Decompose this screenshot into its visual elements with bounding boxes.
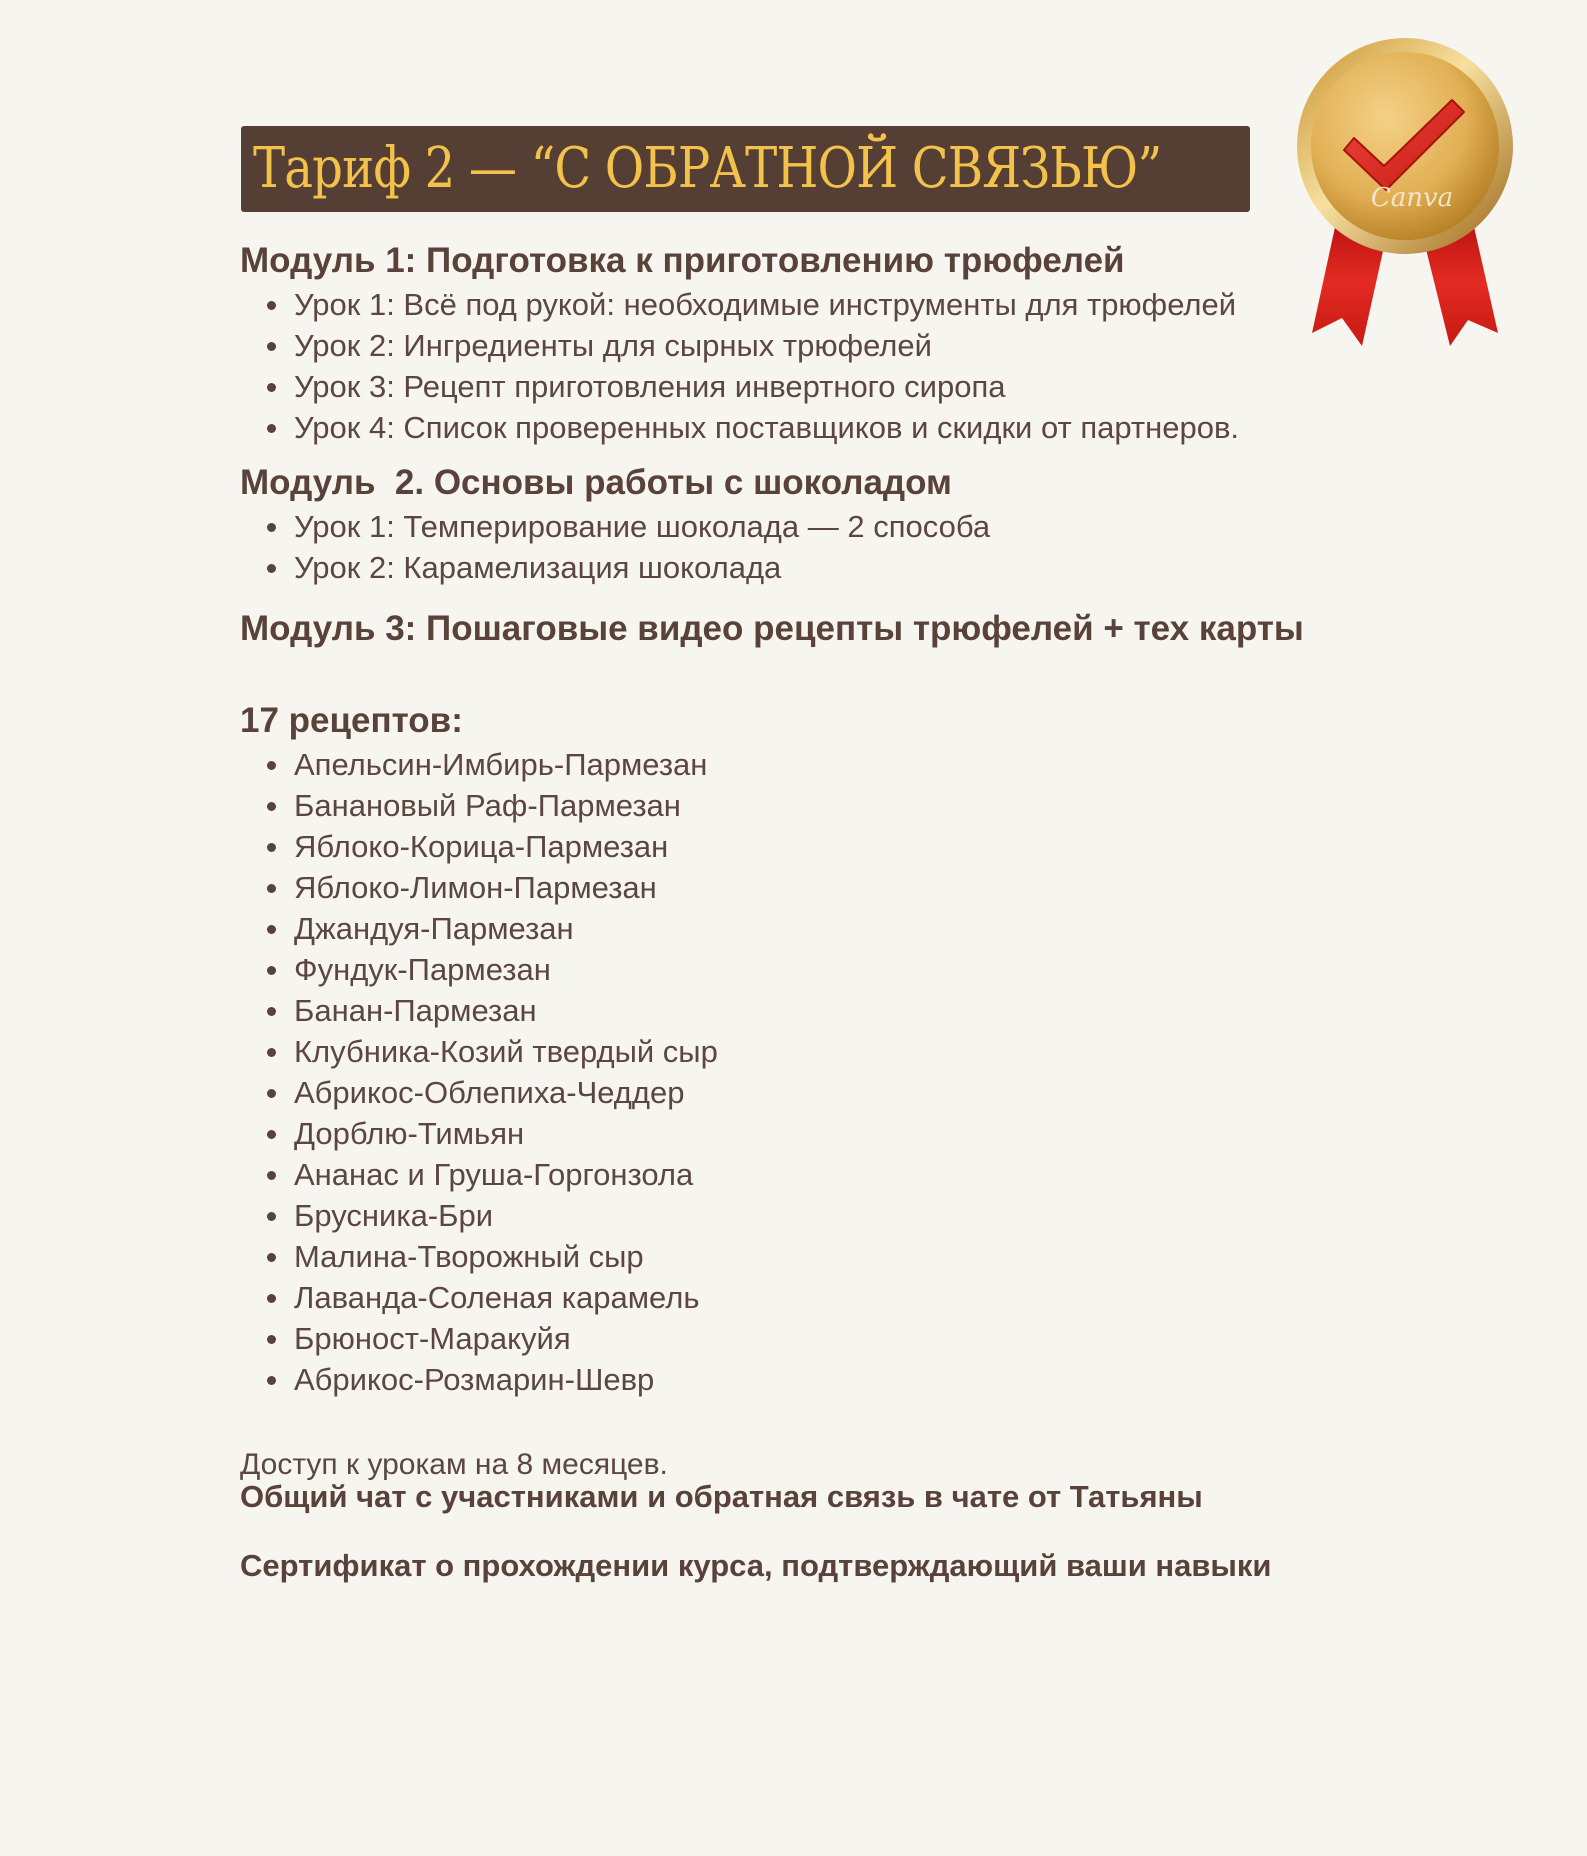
recipe-text: Абрикос-Облепиха-Чеддер — [294, 1075, 685, 1110]
lesson-item — [240, 366, 1240, 407]
lesson-text: Урок 3: Рецепт приготовления инвертного сиропа — [294, 369, 1006, 404]
recipe-item — [240, 1031, 1360, 1072]
bullet-icon — [267, 884, 276, 893]
footer-notes — [240, 1448, 1360, 1583]
recipe-item — [240, 949, 1360, 990]
recipe-item — [240, 1318, 1360, 1359]
bullet-icon — [267, 966, 276, 975]
recipe-item — [240, 785, 1360, 826]
bullet-icon — [267, 802, 276, 811]
recipe-text: Лаванда-Соленая карамель — [294, 1280, 700, 1315]
title-banner — [241, 126, 1250, 212]
bullet-icon — [267, 564, 276, 573]
lesson-item — [240, 506, 1360, 547]
recipe-text: Брусника-Бри — [294, 1198, 494, 1233]
recipe-text: Яблоко-Корица-Пармезан — [294, 829, 669, 864]
lesson-text: Урок 1: Всё под рукой: необходимые инструменты для трюфелей — [294, 287, 1237, 322]
recipe-item — [240, 1236, 1360, 1277]
recipe-text: Дорблю-Тимьян — [294, 1116, 525, 1151]
recipe-item — [240, 1113, 1360, 1154]
recipe-text: Брюност-Маракуйя — [294, 1321, 571, 1356]
recipe-item — [240, 1359, 1360, 1400]
lesson-item — [240, 284, 1240, 325]
recipe-text: Ананас и Груша-Горгонзола — [294, 1157, 694, 1192]
lesson-text: Урок 2: Карамелизация шоколада — [294, 550, 782, 585]
recipe-item — [240, 744, 1360, 785]
bullet-icon — [267, 1007, 276, 1016]
recipe-item — [240, 990, 1360, 1031]
recipes-heading: 17 рецептов: — [240, 701, 463, 740]
page-title: Тариф 2 — “С ОБРАТНОЙ СВЯЗЬЮ” — [253, 136, 1162, 201]
bullet-icon — [267, 1130, 276, 1139]
bullet-icon — [267, 1335, 276, 1344]
lesson-item — [240, 325, 1240, 366]
bullet-icon — [267, 1089, 276, 1098]
bullet-icon — [267, 342, 276, 351]
certificate-note: Сертификат о прохождении курса, подтверждающий ваши навыки — [240, 1548, 1272, 1583]
lesson-text: Урок 1: Темперирование шоколада — 2 способа — [294, 509, 991, 544]
recipe-text: Фундук-Пармезан — [294, 952, 551, 987]
lesson-text: Урок 2: Ингредиенты для сырных трюфелей — [294, 328, 932, 363]
recipe-item — [240, 1154, 1360, 1195]
recipes-list — [240, 744, 1360, 1400]
course-content — [240, 238, 1360, 1583]
access-duration-note: Доступ к урокам на 8 месяцев. — [240, 1448, 668, 1481]
recipe-text: Абрикос-Розмарин-Шевр — [294, 1362, 655, 1397]
lesson-text: Урок 4: Список проверенных поставщиков и скидки от партнеров. — [294, 410, 1240, 445]
bullet-icon — [267, 1376, 276, 1385]
recipe-item — [240, 1277, 1360, 1318]
recipe-item — [240, 908, 1360, 949]
bullet-icon — [267, 424, 276, 433]
recipe-item — [240, 826, 1360, 867]
lesson-item — [240, 407, 1240, 448]
bullet-icon — [267, 1048, 276, 1057]
recipe-text: Клубника-Козий твердый сыр — [294, 1034, 718, 1069]
bullet-icon — [267, 383, 276, 392]
module-3-heading: Модуль 3: Пошаговые видео рецепты трюфелей + тех карты — [240, 609, 1304, 648]
recipe-text: Яблоко-Лимон-Пармезан — [294, 870, 657, 905]
recipe-item — [240, 1195, 1360, 1236]
recipe-item — [240, 867, 1360, 908]
module-1-lessons — [240, 284, 1240, 448]
module-1-heading: Модуль 1: Подготовка к приготовлению трюфелей — [240, 241, 1125, 280]
module-2-heading: Модуль 2. Основы работы с шоколадом — [240, 463, 952, 502]
recipe-text: Банан-Пармезан — [294, 993, 537, 1028]
bullet-icon — [267, 301, 276, 310]
bullet-icon — [267, 1212, 276, 1221]
bullet-icon — [267, 1294, 276, 1303]
module-2-lessons — [240, 506, 1360, 588]
bullet-icon — [267, 843, 276, 852]
recipe-text: Апельсин-Имбирь-Пармезан — [294, 747, 708, 782]
lesson-item — [240, 547, 1360, 588]
bullet-icon — [267, 523, 276, 532]
bullet-icon — [267, 1171, 276, 1180]
recipe-item — [240, 1072, 1360, 1113]
recipe-text: Малина-Творожный сыр — [294, 1239, 644, 1274]
recipe-text: Джандуя-Пармезан — [294, 911, 574, 946]
bullet-icon — [267, 1253, 276, 1262]
chat-feedback-note: Общий чат с участниками и обратная связь в чате от Татьяны — [240, 1479, 1203, 1514]
bullet-icon — [267, 925, 276, 934]
recipe-text: Банановый Раф-Пармезан — [294, 788, 681, 823]
bullet-icon — [267, 761, 276, 770]
watermark-text: Canva — [1370, 183, 1454, 213]
